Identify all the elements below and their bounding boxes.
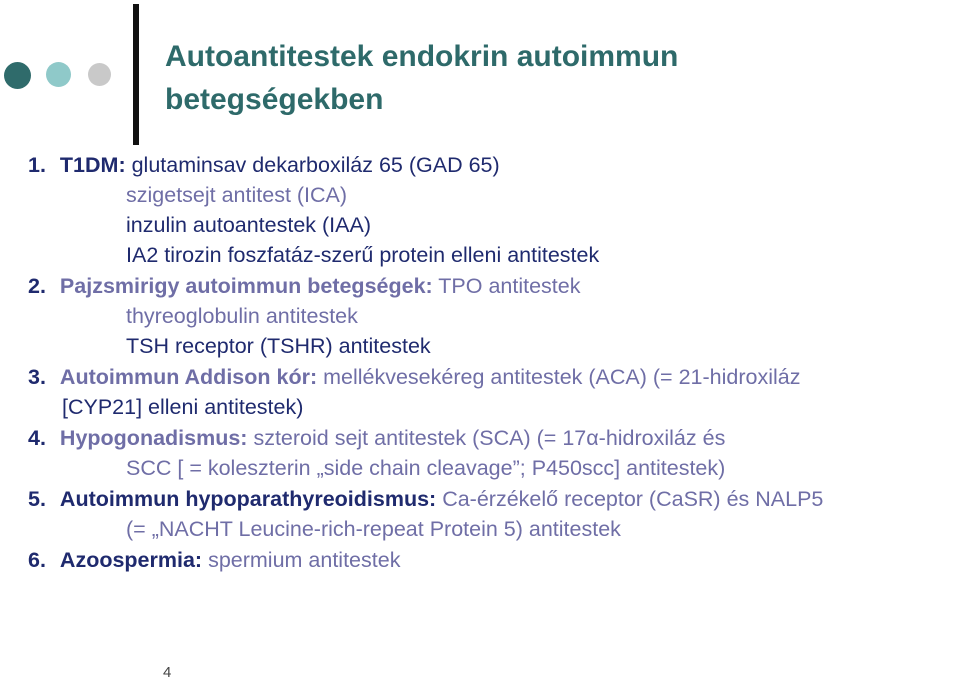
list-item-3 [28,362,800,392]
decorative-dot-gray [88,63,111,86]
list-item-number: 1. [28,153,46,177]
list-item-2 [28,271,580,301]
list-item-label: Azoospermia: [59,548,203,572]
list-subitem: szigetsejt antitest (ICA) [126,183,348,207]
list-item-4 [28,423,725,453]
list-item-text: szteroid sejt antitestek (SCA) (= 17α-hidroxiláz és [247,426,726,450]
list-item-number: 3. [28,365,46,389]
list-item-label: Autoimmun Addison kór: [59,365,318,389]
list-item-text: Ca-érzékelő receptor (CaSR) és NALP5 [436,487,824,511]
list-item-5 [28,484,823,514]
title-divider-bar [133,4,139,145]
list-subitem: (= „NACHT Leucine-rich-repeat Protein 5) antitestek [126,517,621,541]
list-item-label: T1DM: [59,153,126,177]
list-item-label: Pajzsmirigy autoimmun betegségek: [59,274,433,298]
list-subitem: SCC [ = koleszterin „side chain cleavage”; P450scc] antitestek) [126,456,726,480]
list-item-number: 5. [28,487,46,511]
list-subitem: IA2 tirozin foszfatáz-szerű protein elleni antitestek [126,243,600,267]
list-item-text: mellékvesekéreg antitestek (ACA) (= 21-hidroxiláz [317,365,801,389]
slide-title-line1: Autoantitestek endokrin autoimmun [165,40,679,73]
decorative-dot-dark [4,62,31,89]
list-subitem: inzulin autoantestek (IAA) [126,213,371,237]
slide-title-line2: betegségekben [165,83,384,116]
list-item-6 [28,545,400,575]
list-item-text: spermium antitestek [202,548,401,572]
list-item-1 [28,150,500,180]
list-subitem: [CYP21] elleni antitestek) [62,395,304,419]
list-item-label: Hypogonadismus: [59,426,248,450]
list-item-number: 2. [28,274,46,298]
list-item-label: Autoimmun hypoparathyreoidismus: [59,487,437,511]
list-item-number: 4. [28,426,46,450]
decorative-dot-light [46,62,71,87]
list-item-text: TPO antitestek [432,274,581,298]
page-number: 4 [163,664,172,681]
list-subitem: thyreoglobulin antitestek [126,304,358,328]
slide-title [165,35,925,121]
list-item-text: glutaminsav dekarboxiláz 65 (GAD 65) [125,153,500,177]
list-subitem: TSH receptor (TSHR) antitestek [126,334,431,358]
list-item-number: 6. [28,548,46,572]
